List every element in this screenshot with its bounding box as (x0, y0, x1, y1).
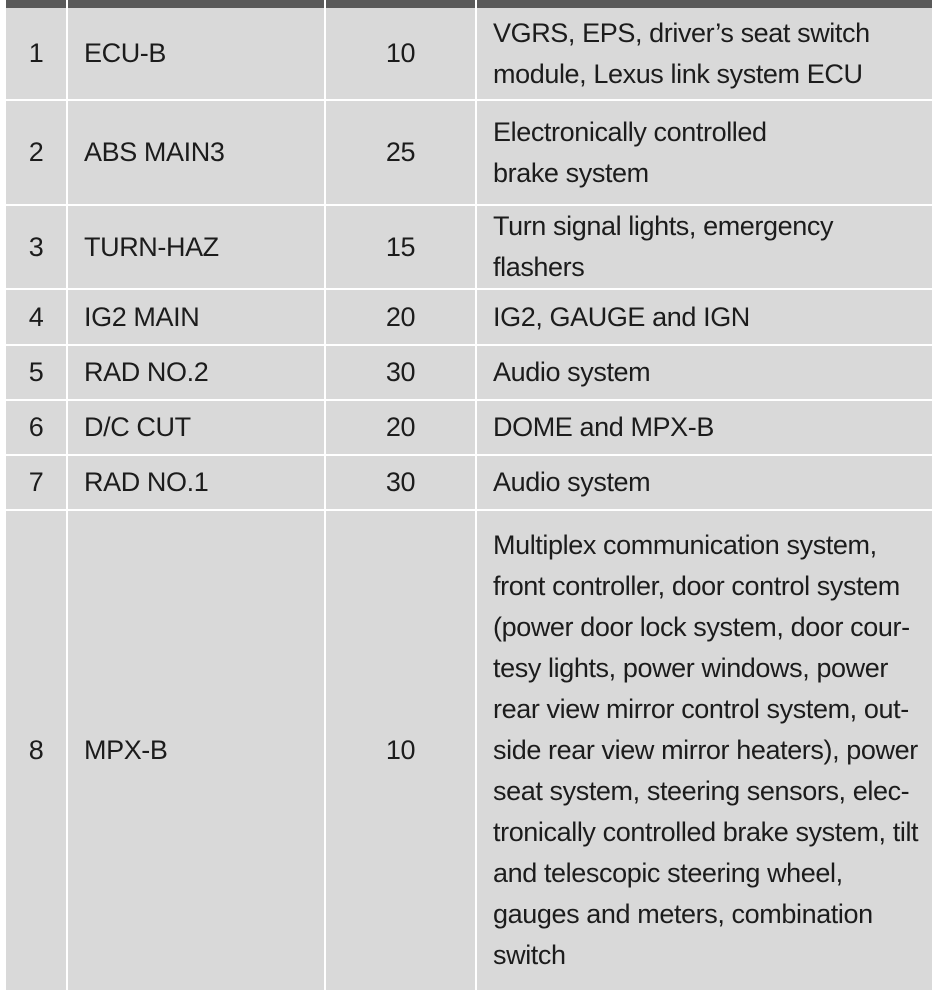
fuse-name: ECU-B (68, 8, 326, 101)
table-row (6, 290, 932, 346)
fuse-ampere: 30 (326, 456, 477, 511)
fuse-number: 4 (6, 290, 68, 346)
fuse-number: 6 (6, 401, 68, 456)
fuse-name: ABS MAIN3 (68, 101, 326, 206)
table-row (6, 401, 932, 456)
fuse-name: IG2 MAIN (68, 290, 326, 346)
fuse-circuit-cell (477, 290, 932, 346)
header-bar-cell (6, 0, 68, 8)
fuse-name: RAD NO.1 (68, 456, 326, 511)
table-row (6, 511, 932, 990)
fuse-circuit-cell (477, 346, 932, 401)
fuse-circuit: IG2, GAUGE and IGN (493, 301, 750, 332)
fuse-number: 2 (6, 101, 68, 206)
fuse-number: 3 (6, 206, 68, 290)
header-bar-cell (326, 0, 477, 8)
fuse-circuit: Electronically controlled brake system (493, 116, 767, 188)
fuse-circuit: Audio system (493, 357, 651, 387)
fuse-ampere: 10 (326, 8, 477, 101)
fuse-table (6, 0, 932, 990)
fuse-circuit-cell (477, 101, 932, 206)
fuse-ampere: 25 (326, 101, 477, 206)
fuse-name: TURN-HAZ (68, 206, 326, 290)
fuse-circuit: Multiplex communication system, front controller, door control system (power door lock system, door cour- tesy lights, power windows, power rear view mirror control system, out- side rear view mirror heaters), power seat system, steering sensors, elec- tronically controlled brake system, tilt and telescopic steering wheel, gauges and meters, combination switch (493, 530, 919, 970)
table-row (6, 206, 932, 290)
fuse-ampere: 30 (326, 346, 477, 401)
table-row (6, 101, 932, 206)
table-row (6, 456, 932, 511)
fuse-circuit-cell (477, 206, 932, 290)
fuse-ampere: 20 (326, 401, 477, 456)
fuse-circuit-cell (477, 511, 932, 990)
fuse-circuit: VGRS, EPS, driver’s seat switch module, Lexus link system ECU (493, 17, 870, 89)
fuse-number: 1 (6, 8, 68, 101)
fuse-circuit: DOME and MPX-B (493, 412, 714, 442)
fuse-circuit-cell (477, 456, 932, 511)
fuse-ampere: 10 (326, 511, 477, 990)
table-row (6, 8, 932, 101)
fuse-circuit: Turn signal lights, emergency flashers (493, 211, 834, 282)
fuse-name: MPX-B (68, 511, 326, 990)
fuse-name: RAD NO.2 (68, 346, 326, 401)
fuse-circuit-cell (477, 401, 932, 456)
fuse-circuit: Audio system (493, 467, 651, 497)
fuse-number: 8 (6, 511, 68, 990)
fuse-name: D/C CUT (68, 401, 326, 456)
fuse-number: 7 (6, 456, 68, 511)
fuse-circuit-cell (477, 8, 932, 101)
table-header-bar (6, 0, 932, 8)
fuse-ampere: 20 (326, 290, 477, 346)
header-bar-cell (68, 0, 326, 8)
header-bar-cell (477, 0, 932, 8)
fuse-number: 5 (6, 346, 68, 401)
table-row (6, 346, 932, 401)
fuse-ampere: 15 (326, 206, 477, 290)
